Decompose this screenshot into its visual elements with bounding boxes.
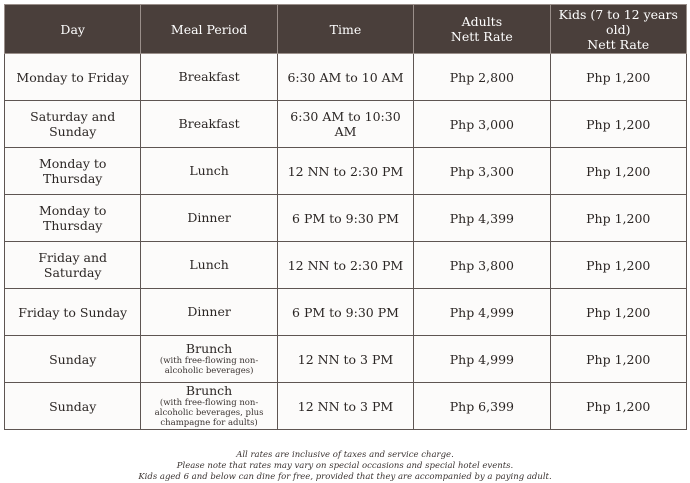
day-cell: Sunday [5, 336, 141, 383]
rates-table [4, 4, 687, 430]
footnote-line: Please note that rates may vary on special occasions and special hotel events. [176, 461, 514, 471]
header-day-label: Day [60, 21, 85, 37]
header-day [5, 5, 141, 54]
kids-rate-cell: Php 1,200 [550, 195, 686, 242]
header-time [277, 5, 413, 54]
day-cell: Monday to Thursday [5, 148, 141, 195]
day-cell: Friday and Saturday [5, 242, 141, 289]
meal-period-note: (with free-flowing non-alcoholic beverages) [159, 356, 259, 376]
time-cell: 12 NN to 2:30 PM [277, 148, 413, 195]
day-cell: Sunday [5, 383, 141, 430]
table-row [5, 336, 687, 383]
kids-rate-cell: Php 1,200 [550, 101, 686, 148]
meal-period-name: Breakfast [178, 116, 240, 131]
time-cell: 6 PM to 9:30 PM [277, 195, 413, 242]
adult-rate-cell: Php 2,800 [414, 54, 550, 101]
adult-rate-cell: Php 3,800 [414, 242, 550, 289]
time-cell: 12 NN to 3 PM [277, 383, 413, 430]
kids-rate-cell: Php 1,200 [550, 289, 686, 336]
kids-rate-cell: Php 1,200 [550, 54, 686, 101]
meal-period-name: Brunch [185, 341, 233, 356]
time-cell: 6:30 AM to 10:30 AM [277, 101, 413, 148]
day-cell: Monday to Thursday [5, 195, 141, 242]
meal-period-name: Lunch [189, 163, 229, 178]
footnote-line: All rates are inclusive of taxes and service charge. [236, 450, 454, 460]
adult-rate-cell: Php 4,999 [414, 289, 550, 336]
meal-period-note: (with free-flowing non-alcoholic beverages, plus champagne for adults) [154, 398, 264, 428]
table-row [5, 101, 687, 148]
meal-period-cell [141, 383, 277, 430]
adult-rate-cell: Php 3,000 [414, 101, 550, 148]
meal-period-cell [141, 289, 277, 336]
meal-period-cell [141, 54, 277, 101]
header-adults-line1: Adults [461, 14, 503, 29]
time-cell: 6 PM to 9:30 PM [277, 289, 413, 336]
meal-period-name: Lunch [189, 257, 229, 272]
meal-period-name: Dinner [187, 210, 231, 225]
day-cell: Friday to Sunday [5, 289, 141, 336]
meal-period-cell [141, 101, 277, 148]
header-time-label: Time [329, 21, 362, 37]
kids-rate-cell: Php 1,200 [550, 383, 686, 430]
adult-rate-cell: Php 6,399 [414, 383, 550, 430]
table-row [5, 242, 687, 289]
header-adults-line2: Nett Rate [450, 29, 513, 44]
meal-period-cell [141, 148, 277, 195]
time-cell: 6:30 AM to 10 AM [277, 54, 413, 101]
meal-period-name: Dinner [187, 304, 231, 319]
header-kids-line1: Kids (7 to 12 years old) [558, 6, 678, 37]
header-adults-rate [414, 5, 550, 54]
adult-rate-cell: Php 4,399 [414, 195, 550, 242]
table-row [5, 54, 687, 101]
adult-rate-cell: Php 3,300 [414, 148, 550, 195]
header-meal-period-label: Meal Period [170, 21, 248, 37]
day-cell: Monday to Friday [5, 54, 141, 101]
header-meal-period [141, 5, 277, 54]
meal-period-name: Brunch [185, 383, 233, 398]
table-header [5, 5, 687, 54]
table-row [5, 383, 687, 430]
adult-rate-cell: Php 4,999 [414, 336, 550, 383]
time-cell: 12 NN to 2:30 PM [277, 242, 413, 289]
kids-rate-cell: Php 1,200 [550, 148, 686, 195]
meal-period-cell [141, 336, 277, 383]
table-row [5, 289, 687, 336]
time-cell: 12 NN to 3 PM [277, 336, 413, 383]
kids-rate-cell: Php 1,200 [550, 242, 686, 289]
footnote-line: Kids aged 6 and below can dine for free, provided that they are accompanied by a paying adult. [138, 472, 552, 482]
meal-period-name: Breakfast [178, 69, 240, 84]
day-cell: Saturday and Sunday [5, 101, 141, 148]
header-row [5, 5, 687, 54]
table-row [5, 148, 687, 195]
meal-period-cell [141, 195, 277, 242]
table-row [5, 195, 687, 242]
header-kids-line2: Nett Rate [587, 36, 650, 52]
footnotes [0, 450, 690, 483]
meal-period-cell [141, 242, 277, 289]
table-body [5, 54, 687, 430]
header-kids-rate [550, 5, 686, 54]
kids-rate-cell: Php 1,200 [550, 336, 686, 383]
